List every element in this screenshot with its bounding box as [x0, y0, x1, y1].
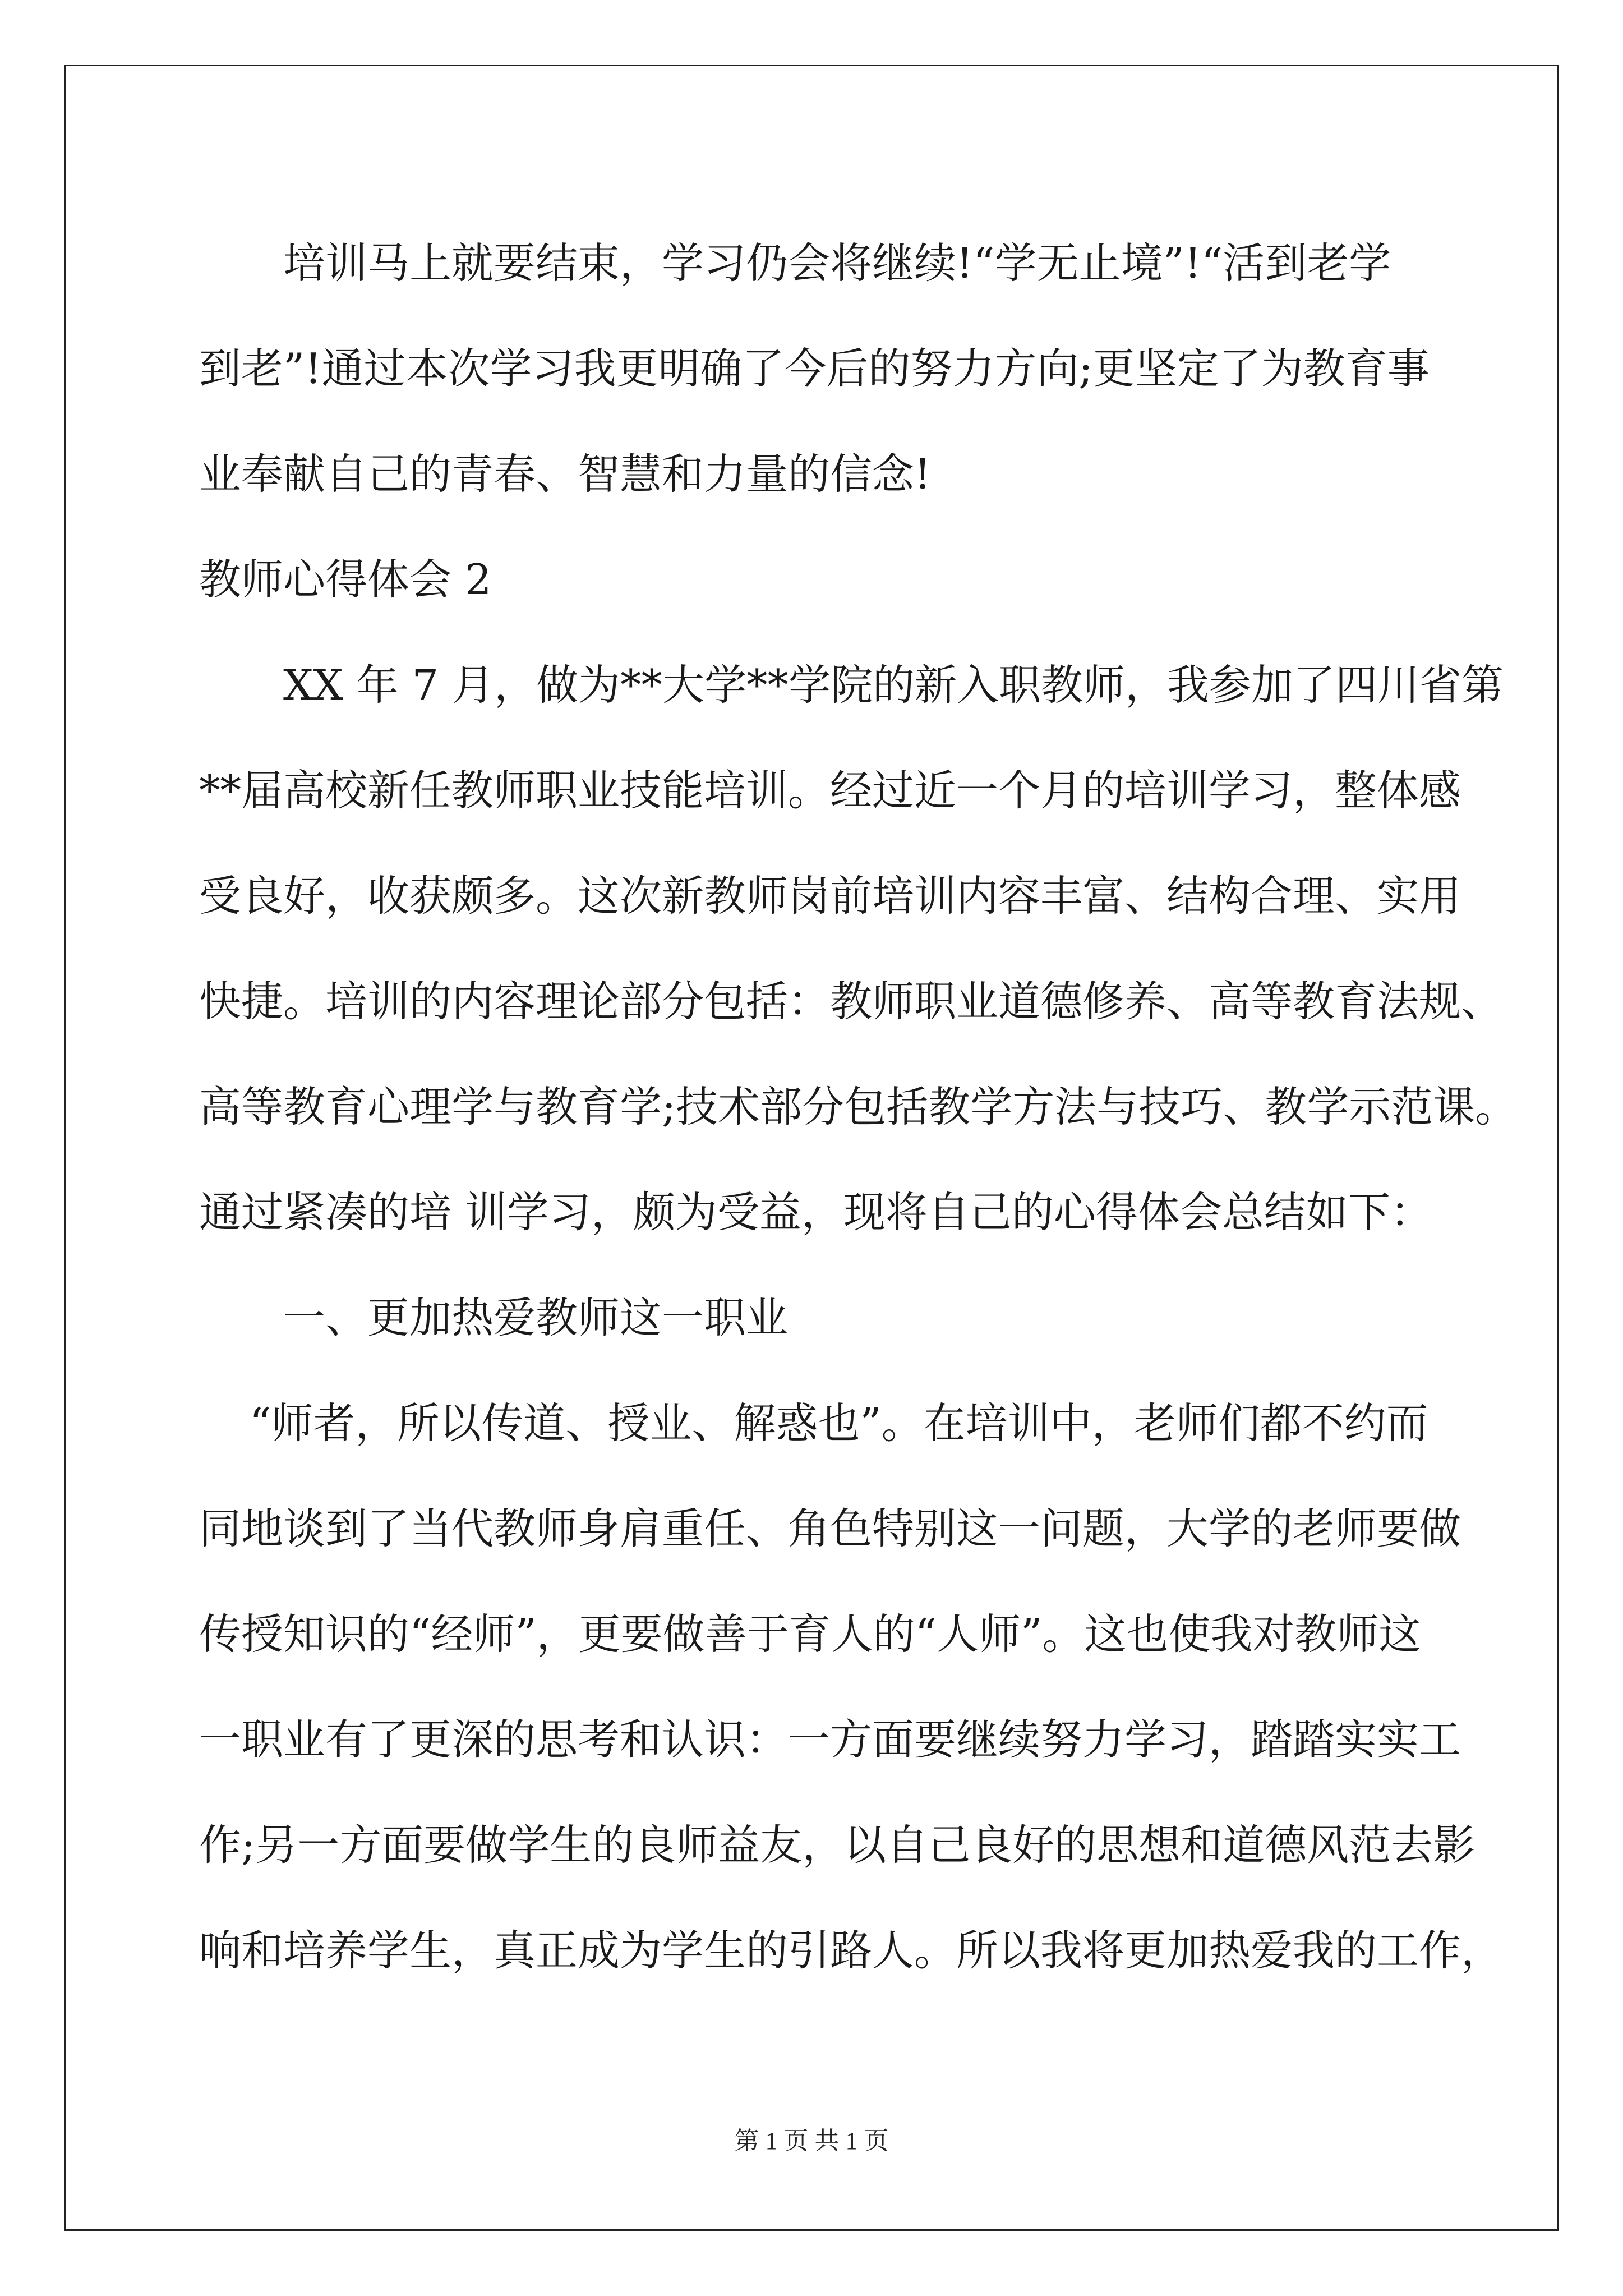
- document-body: [199, 210, 1518, 2003]
- text-line: 作;另一方面要做学生的良师益友，以自己良好的思想和道德风范去影: [199, 1820, 1476, 1870]
- page-number-label: 第 1 页 共 1 页: [734, 2127, 889, 2155]
- text-line: **届高校新任教师职业技能培训。经过近一个月的培训学习，整体感: [199, 766, 1461, 815]
- text-line: XX 年 7 月，做为**大学**学院的新入职教师，我参加了四川省第: [283, 660, 1504, 710]
- text-line: 通过紧凑的培 训学习，颇为受益，现将自己的心得体会总结如下：: [199, 1188, 1432, 1237]
- text-line: 到老”!通过本次学习我更明确了今后的努力方向;更坚定了为教育事: [199, 344, 1430, 393]
- text-line: 传授知识的“经师”，更要做善于育人的“人师”。这也使我对教师这: [199, 1609, 1421, 1659]
- page-footer: [0, 2120, 1623, 2156]
- text-line: 快捷。培训的内容理论部分包括：教师职业道德修养、高等教育法规、: [199, 977, 1504, 1026]
- subsection-heading: 一、更加热爱教师这一职业: [283, 1293, 789, 1342]
- text-line: 培训马上就要结束，学习仍会将继续!“学无止境”!“活到老学: [283, 238, 1391, 288]
- text-line: 一职业有了更深的思考和认识：一方面要继续努力学习，踏踏实实工: [199, 1715, 1461, 1764]
- text-line: “师者，所以传道、授业、解惑也”。在培训中，老师们都不约而: [250, 1398, 1428, 1448]
- section-heading: 教师心得体会 2: [199, 555, 492, 604]
- text-line: 业奉献自己的青春、智慧和力量的信念!: [199, 449, 932, 499]
- text-line: 响和培养学生，真正成为学生的引路人。所以我将更加热爱我的工作，: [199, 1926, 1504, 1975]
- text-line: 高等教育心理学与教育学;技术部分包括教学方法与技巧、教学示范课。: [199, 1082, 1518, 1131]
- text-line: 同地谈到了当代教师身肩重任、角色特别这一问题，大学的老师要做: [199, 1504, 1461, 1553]
- text-line: 受良好，收获颇多。这次新教师岗前培训内容丰富、结构合理、实用: [199, 871, 1461, 921]
